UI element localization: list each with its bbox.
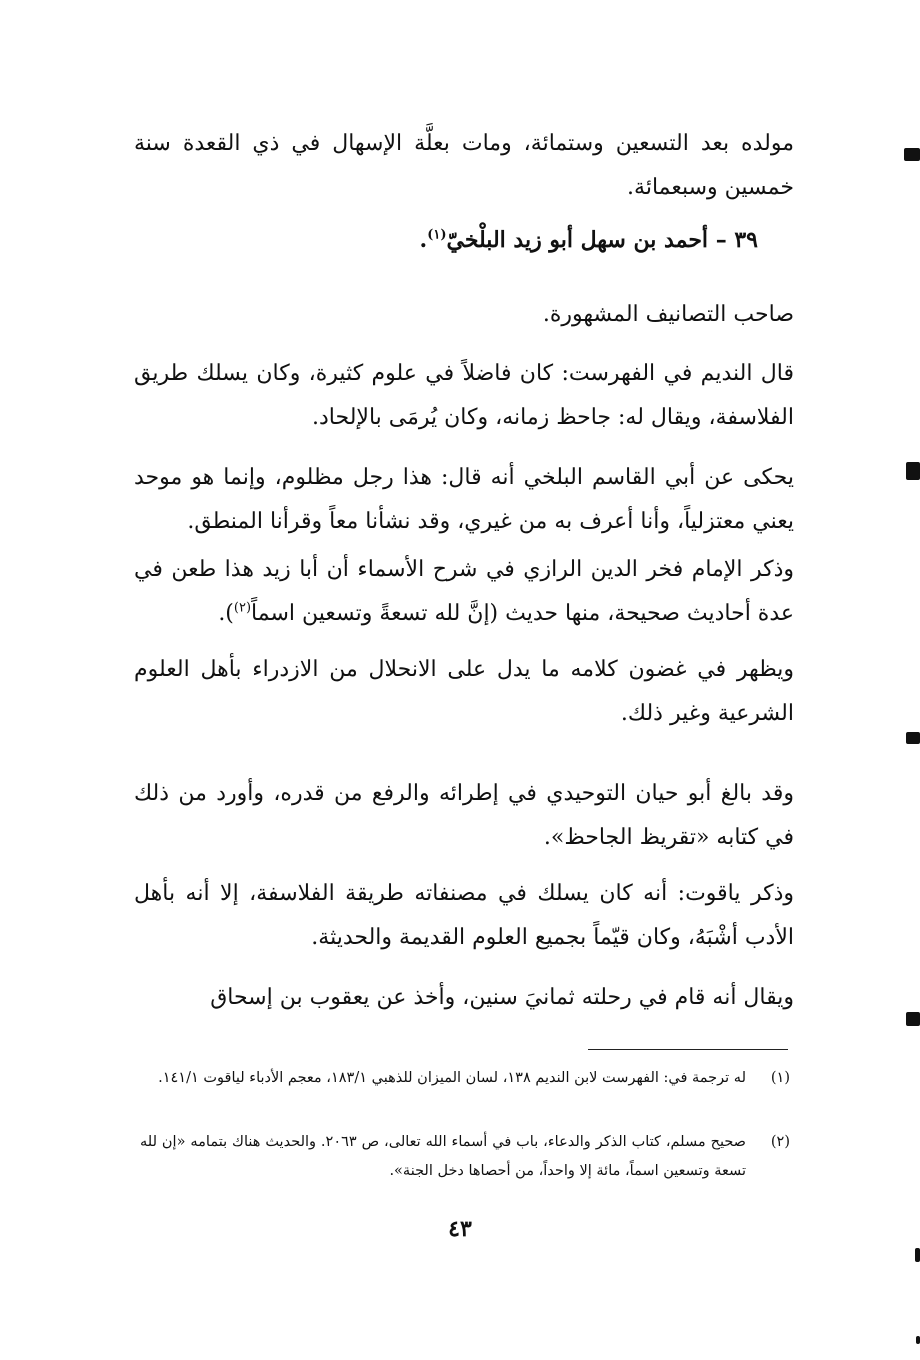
scan-edge-mark <box>906 462 920 480</box>
scan-edge-mark <box>906 1012 920 1026</box>
paragraph-tawhidi: وقد بالغ أبو حيان التوحيدي في إطرائه والرفع من قدره، وأورد من ذلك في كتابه «تقريظ الجاحظ». <box>134 781 794 850</box>
footnote-ref-1: (١) <box>427 227 447 243</box>
footnote-2-number: (٢) <box>770 1134 790 1150</box>
paragraph-famous-works: صاحب التصانيف المشهورة. <box>542 302 794 327</box>
paragraph-birth-death: مولده بعد التسعين وستمائة، ومات بعلَّة الإسهال في ذي القعدة سنة خمسين وسبعمائة. <box>134 131 794 200</box>
footnote-1 <box>140 1064 790 1093</box>
scan-edge-mark <box>906 732 920 744</box>
footnote-ref-2: (٢) <box>233 600 252 616</box>
entry-heading-end: . <box>419 227 428 253</box>
paragraph-travels: ويقال أنه قام في رحلته ثمانيَ سنين، وأخذ عن يعقوب بن إسحاق <box>210 985 794 1010</box>
footnote-1-number: (١) <box>770 1070 790 1086</box>
paragraph-razi-quote <box>134 548 794 636</box>
footnote-1-text: له ترجمة في: الفهرست لابن النديم ١٣٨، لسان الميزان للذهبي ١٨٣/١، معجم الأدباء لياقوت ١٤١/١. <box>158 1070 746 1086</box>
paragraph-yaqut: وذكر ياقوت: أنه كان يسلك في مصنفاته طريقة الفلاسفة، إلا أنه بأهل الأدب أشْبَهُ، وكان قيّماً بجميع العلوم القديمة والحديثة. <box>134 881 794 950</box>
footnote-2-text: صحيح مسلم، كتاب الذكر والدعاء، باب في أسماء الله تعالى، ص ٢٠٦٣. والحديث هناك بتمامه «إن لله تسعة وتسعين اسماً، مائة إلا واحداً، من أحصاها دخل الجنة». <box>140 1134 746 1179</box>
scan-edge-mark <box>904 148 920 161</box>
paragraph-balkhi-quote: يحكى عن أبي القاسم البلخي أنه قال: هذا رجل مظلوم، وإنما هو موحد يعني معتزلياً، وأنا أعرف به من غيري، وقد نشأنا معاً وقرأنا المنطق. <box>134 465 794 534</box>
razi-quote-end: ). <box>218 601 234 626</box>
scan-edge-mark <box>916 1336 920 1344</box>
footnote-2 <box>140 1128 790 1186</box>
razi-quote-text: وذكر الإمام فخر الدين الرازي في شرح الأسماء أن أبا زيد هذا طعن في عدة أحاديث صحيحة، منها حديث (إنَّ لله تسعةً وتسعين اسماً <box>134 557 794 626</box>
paragraph-nadim-quote: قال النديم في الفهرست: كان فاضلاً في علوم كثيرة، وكان يسلك طريق الفلاسفة، ويقال له: جاحظ زمانه، وكان يُرمَى بالإلحاد. <box>134 361 794 430</box>
scan-edge-mark <box>915 1248 920 1262</box>
paragraph-contempt: ويظهر في غضون كلامه ما يدل على الانحلال من الازدراء بأهل العلوم الشرعية وغير ذلك. <box>134 657 794 726</box>
footnote-separator <box>588 1049 788 1050</box>
entry-heading <box>134 218 758 262</box>
entry-heading-text: ٣٩ – أحمد بن سهل أبو زيد البلْخيّ <box>446 227 758 253</box>
page-number: ٤٣ <box>448 1216 472 1242</box>
